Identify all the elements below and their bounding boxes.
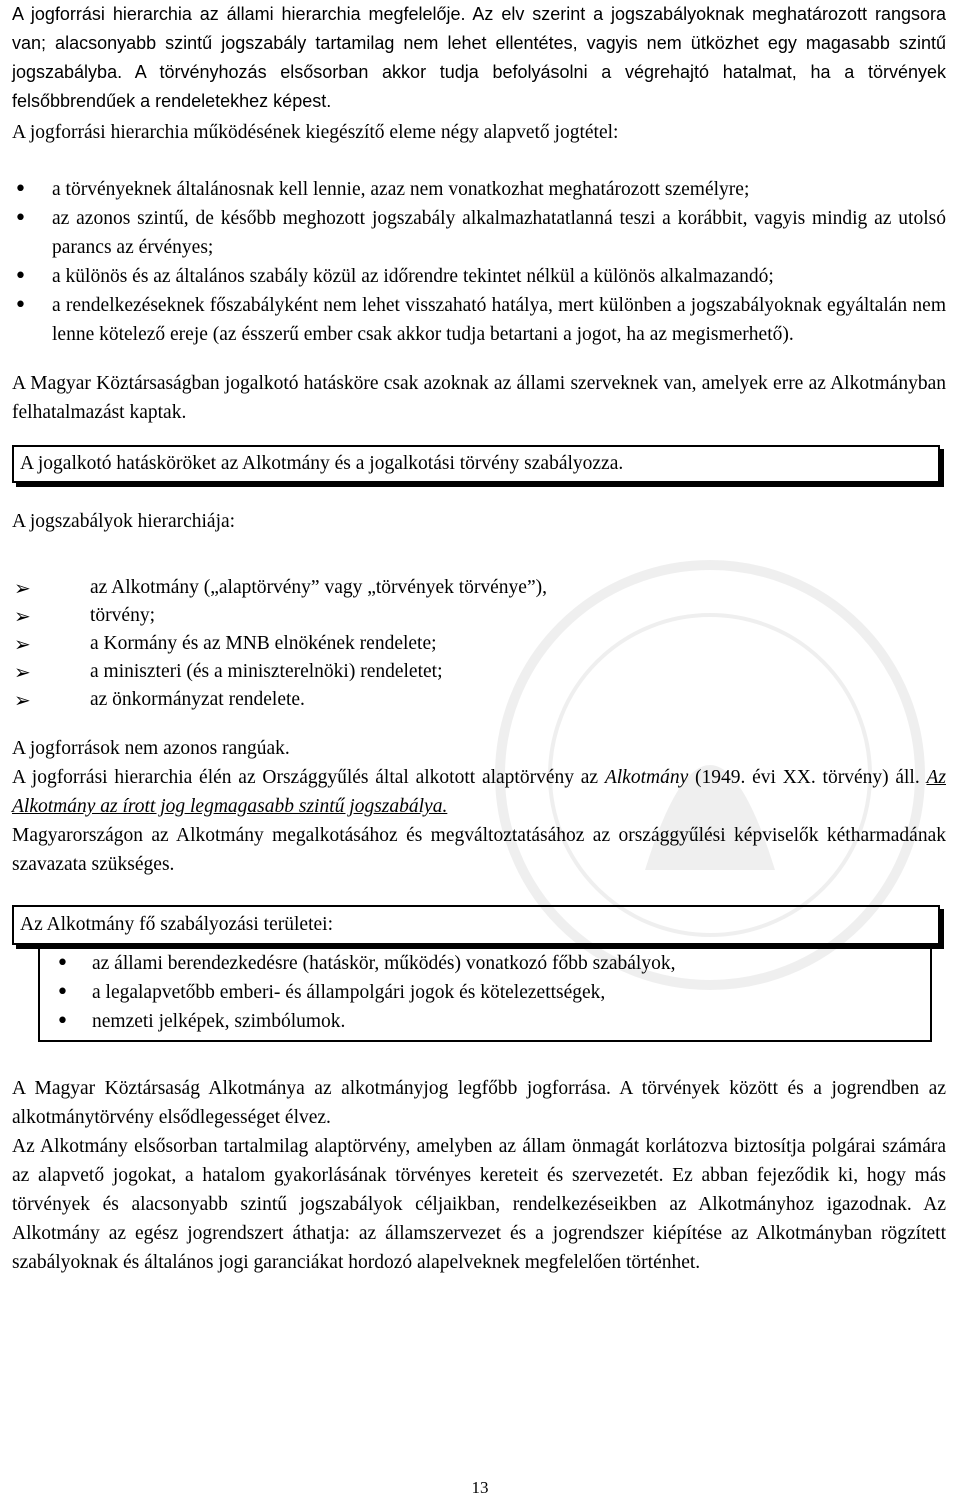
principles-list bbox=[12, 175, 946, 349]
hierarchy-head-paragraph: A jogforrási hierarchia élén az Országgyűlés által alkotott alaptörvény az Alkotmány (1949. évi XX. törvény) áll. Az Alkotmány az írott jog legmagasabb szintű jogszabálya. bbox=[12, 767, 946, 817]
list-item: ➢ az önkormányzat rendelete. bbox=[14, 688, 305, 712]
two-thirds-paragraph: Magyarországon az Alkotmány megalkotásához és megváltoztatásához az országgyűlési képviselők kétharmadának szavazata szükséges. bbox=[12, 825, 946, 875]
list-item: • az állami berendezkedésre (hatáskör, működés) vonatkozó főbb szabályok, bbox=[40, 949, 930, 978]
list-item: ➢ a Kormány és az MNB elnökének rendelete; bbox=[14, 632, 437, 656]
competence-box-text: A jogalkotó hatásköröket az Alkotmány és a jogalkotási törvény szabályozza. bbox=[20, 453, 624, 474]
arrow-bullet-icon: ➢ bbox=[14, 688, 31, 712]
list-item: ➢ az Alkotmány („alaptörvény” vagy „törvények törvénye”), bbox=[14, 576, 547, 600]
final-paragraph: Az Alkotmány elsősorban tartalmilag alaptörvény, amelyben az állam önmagát korlátozva biztosítja polgárai számára az alapvető jogokat, a hatalom gyakorlásának törvényes kereteit és szervezetét. Ez abban fejeződik ki, hogy más törvények és alacsonyabb szintű jogszabályok céljaikban, rendelkezéseikben az Alkotmányhoz igazodnak. Az Alkotmány az egész jogrendszert áthatja: az államszervezet és a jogrendszer kiépítése az Alkotmányban rögzített szabályoknak és általános jogi garanciákat hordozó alapelveknek megfelelően történhet. bbox=[12, 1136, 946, 1273]
hierarchy-title: A jogszabályok hierarchiája: bbox=[12, 511, 236, 532]
arrow-bullet-icon: ➢ bbox=[14, 660, 31, 684]
hierarchy-list bbox=[12, 574, 946, 714]
list-item: ➢ törvény; bbox=[14, 604, 155, 628]
list-item: • az azonos szintű, de később meghozott jogszabály alkalmazhatatlanná teszi a korábbit, vagyis mindig az utolsó parancs az érvényes; bbox=[12, 204, 946, 262]
arrow-bullet-icon: ➢ bbox=[14, 604, 31, 628]
arrow-bullet-icon: ➢ bbox=[14, 576, 31, 600]
list-item: • nemzeti jelképek, szimbólumok. bbox=[40, 1007, 930, 1036]
supreme-source-paragraph: A Magyar Köztársaság Alkotmánya az alkotmányjog legfőbb jogforrása. A törvények között és a jogrendben az alkotmánytörvény elsődlegességet élvez. bbox=[12, 1078, 946, 1128]
list-item: • a legalapvetőbb emberi- és állampolgári jogok és kötelezettségek, bbox=[40, 978, 930, 1007]
intro-paragraph: A jogforrási hierarchia az állami hierarchia megfelelője. Az elv szerint a jogszabályoknak meghatározott rangsora van; alacsonyabb szintű jogszabály tartamilag nem lehet ellentétes, vagyis nem ütközhet egy magasabb szintű jogszabályba. A törvényhozás elsősorban akkor tudja befolyásolni a végrehajtó hatalmat, ha a törvények felsőbbrendűek a rendeletekhez képest. bbox=[12, 4, 946, 111]
page-number: 13 bbox=[471, 1478, 489, 1497]
list-item: • a rendelkezéseknek főszabályként nem lehet visszaható hatálya, mert különben a jogszabályoknak egyáltalán nem lenne kötelező ereje (az ésszerű ember csak akkor tudja betartani a jogot, ha az megismerhető). bbox=[12, 291, 946, 349]
competence-paragraph: A Magyar Köztársaságban jogalkotó hatásköre csak azoknak az állami szerveknek van, amelyek erre az Alkotmányban felhatalmazást kaptak. bbox=[12, 373, 946, 423]
document-page bbox=[12, 0, 946, 1277]
list-item: ➢ a miniszteri (és a miniszterelnöki) rendeletet; bbox=[14, 660, 443, 684]
arrow-bullet-icon: ➢ bbox=[14, 632, 31, 656]
constitution-areas-title: Az Alkotmány fő szabályozási területei: bbox=[12, 905, 940, 945]
not-equal-paragraph: A jogforrások nem azonos rangúak. bbox=[12, 738, 290, 759]
list-item: • a különös és az általános szabály közül az időrendre tekintet nélkül a különös alkalmazandó; bbox=[12, 262, 946, 291]
principles-intro: A jogforrási hierarchia működésének kiegészítő eleme négy alapvető jogtétel: bbox=[12, 122, 619, 143]
constitution-areas-body bbox=[38, 945, 932, 1042]
competence-box bbox=[12, 445, 940, 483]
list-item: • a törvényeknek általánosnak kell lennie, azaz nem vonatkozhat meghatározott személyre; bbox=[12, 175, 946, 204]
emphasis-text: Az Alkotmány az írott jog legmagasabb szintű jogszabálya. bbox=[12, 767, 946, 817]
constitution-areas-box bbox=[12, 905, 940, 1042]
